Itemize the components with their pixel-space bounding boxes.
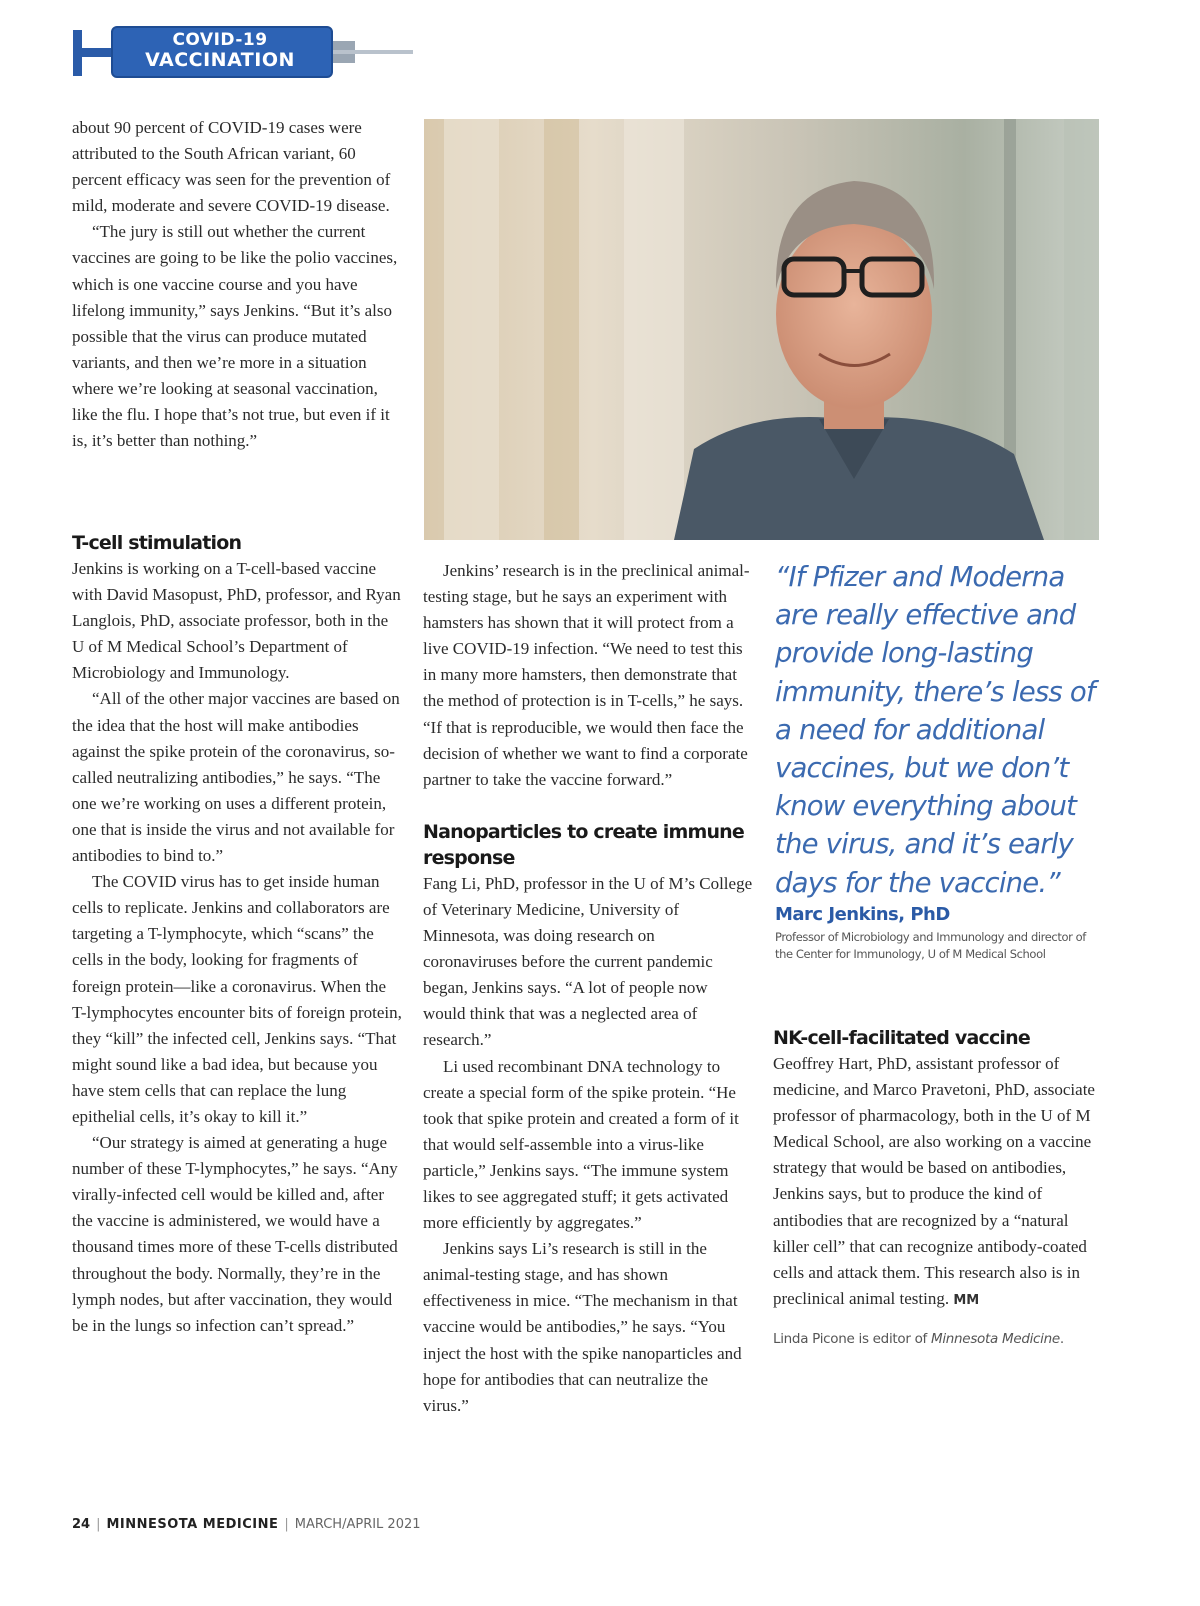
column-1-lower bbox=[72, 530, 402, 1339]
end-mark: MM bbox=[953, 1292, 980, 1308]
paragraph: about 90 percent of COVID-19 cases were attributed to the South African variant, 60 percent efficacy was seen for the prevention of mild, moderate and severe COVID-19 disease. bbox=[72, 118, 391, 216]
quote-attribution-name: Marc Jenkins, PhD bbox=[775, 904, 950, 925]
page-number: 24 bbox=[72, 1517, 91, 1532]
subhead-nk-cell: NK-cell-facilitated vaccine bbox=[773, 1027, 1030, 1049]
magazine-name: MINNESOTA MEDICINE bbox=[106, 1517, 279, 1532]
paragraph: Li used recombinant DNA technology to create a special form of the spike protein. “He took that spike protein and created a form of it that would self-assemble into a virus-like particle,” Jenkins says. “The immune system likes to see aggregated stuff; it gets activated more efficiently by aggregates.” bbox=[423, 1056, 739, 1233]
paragraph: “The jury is still out whether the current vaccines are going to be like the polio vaccines, which is one vaccine course and you have lifelong immunity,” says Jenkins. “But it’s also possible that the virus can produce mutated variants, and then we’re more in a situation where we’re looking at seasonal vaccination, like the flu. I hope that’s not true, but even if it is, it’s better than nothing.” bbox=[72, 222, 398, 451]
portrait-photo bbox=[424, 119, 1099, 540]
syringe-plunger bbox=[73, 30, 82, 76]
author-credit bbox=[773, 1326, 1103, 1352]
column-1 bbox=[72, 115, 400, 454]
syringe-needle bbox=[333, 50, 413, 54]
paragraph: Jenkins’ research is in the preclinical animal-testing stage, but he says an experiment with hamsters has shown that it will protect from a live COVID-19 infection. “We need to test this in many more hamsters, then demonstrate that the method of protection is in T-cells,” he says. “If that is reproducible, we would then face the decision of whether we want to find a corporate partner to take the vaccine forward.” bbox=[423, 561, 750, 789]
covid-vaccination-logo bbox=[73, 24, 343, 82]
column-3 bbox=[773, 1025, 1103, 1352]
paragraph-text: Geoffrey Hart, PhD, assistant professor of medicine, and Marco Pravetoni, PhD, associate professor of pharmacology, both in the U of M Medical School, are also working on a vaccine strategy that would be based on antibodies, Jenkins says, but to produce the kind of antibodies that are recognized by a “natural killer cell” that can recognize antibody-coated cells and attack them. This research also is in preclinical animal testing. bbox=[773, 1054, 1095, 1308]
subhead-t-cell: T-cell stimulation bbox=[72, 532, 242, 554]
pull-quote: “If Pfizer and Moderna are really effective and provide long-lasting immunity, there’s less of a need for additional vaccines, but we don’t know everything about the virus, and it’s early days for the vaccine.” bbox=[775, 561, 1095, 899]
paragraph: Jenkins is working on a T-cell-based vaccine with David Masopust, PhD, professor, and Ryan Langlois, PhD, associate professor, both in the U of M Medical School’s Department of Microbiology and Immunology. bbox=[72, 559, 401, 683]
portrait-illustration bbox=[424, 119, 1099, 540]
paragraph: Fang Li, PhD, professor in the U of M’s College of Veterinary Medicine, University of Minnesota, was doing research on coronaviruses before the current pandemic began, Jenkins says. “A lot of people now would think that was a neglected area of research.” bbox=[423, 873, 753, 1050]
issue-date: MARCH/APRIL 2021 bbox=[294, 1517, 421, 1532]
subhead-nanoparticles: Nanoparticles to create immune response bbox=[423, 820, 744, 869]
footer-separator: | bbox=[96, 1517, 101, 1532]
column-2 bbox=[423, 558, 753, 1419]
credit-prefix: Linda Picone is editor of bbox=[773, 1330, 931, 1347]
logo-line-1: COVID-19 bbox=[172, 30, 268, 50]
paragraph bbox=[773, 1051, 1103, 1314]
credit-suffix: . bbox=[1059, 1330, 1064, 1347]
credit-publication: Minnesota Medicine bbox=[931, 1330, 1060, 1347]
quote-attribution-title: Professor of Microbiology and Immunology and director of the Center for Immunology, U of M Medical School bbox=[775, 930, 1086, 961]
paragraph: The COVID virus has to get inside human cells to replicate. Jenkins and collaborators are targeting a T-lymphocyte, which “scans” the cells in the body, looking for fragments of foreign protein—like a coronavirus. When the T-lymphocytes encounter bits of foreign protein, they “kill” the infected cell, Jenkins says. “That might sound like a bad idea, but because you have stem cells that can replace the lung epithelial cells, it’s okay to kill it.” bbox=[72, 872, 402, 1126]
paragraph: Jenkins says Li’s research is still in the animal-testing stage, and has shown effectiveness in mice. “The mechanism in that vaccine would be antibodies,” he says. “You inject the host with the spike nanoparticles and hope for antibodies that can neutralize the virus.” bbox=[423, 1239, 742, 1415]
paragraph: “All of the other major vaccines are based on the idea that the host will make antibodies against the spike protein of the coronavirus, so-called neutralizing antibodies,” he says. “The one we’re working on uses a different protein, one that is inside the virus and not available for antibodies to bind to.” bbox=[72, 689, 400, 866]
logo-line-2: VACCINATION bbox=[145, 49, 295, 71]
paragraph: “Our strategy is aimed at generating a huge number of these T-lymphocytes,” he says. “Any virally-infected cell would be killed and, after the vaccine is administered, we would have a thousand times more of these T-cells distributed throughout the body. Normally, they’re in the lymph nodes, but after vaccination, they would be in the lungs so infection can’t spread.” bbox=[72, 1133, 398, 1335]
page-footer bbox=[72, 1517, 421, 1532]
footer-separator: | bbox=[284, 1517, 289, 1532]
